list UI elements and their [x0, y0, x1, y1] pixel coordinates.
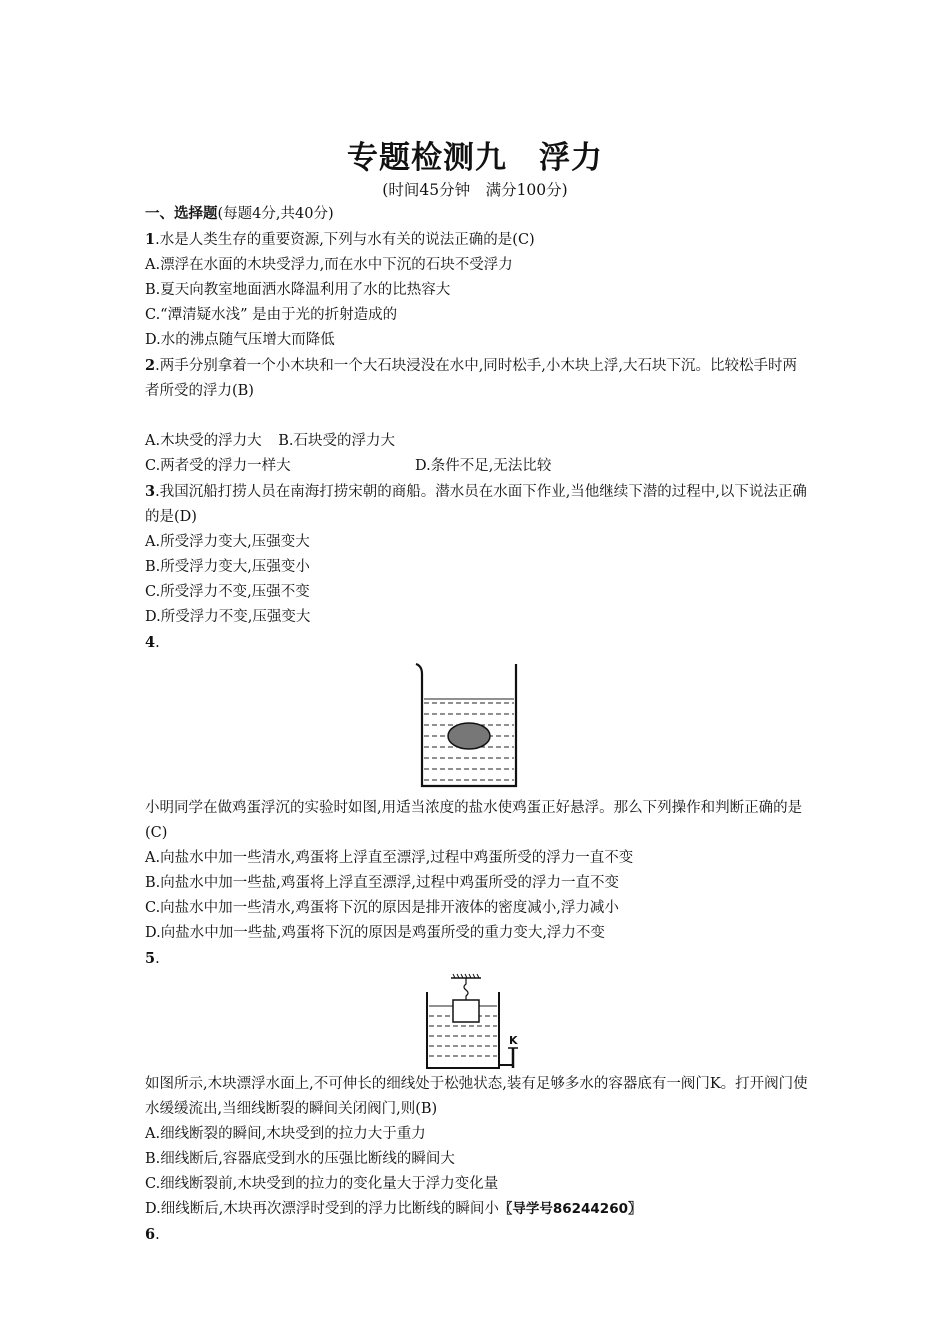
- options-cd: [145, 454, 810, 479]
- question-6-number-line: 6.: [145, 1226, 160, 1243]
- option-d: D.所受浮力不变,压强变大: [145, 609, 311, 625]
- option-b: B.细线断后,容器底受到水的压强比断线的瞬间大: [145, 1151, 455, 1167]
- option-a: A.细线断裂的瞬间,木块受到的拉力大于重力: [145, 1126, 426, 1142]
- option-b: B.夏天向教室地面洒水降温利用了水的比热容大: [145, 282, 451, 298]
- option-a: A.向盐水中加一些清水,鸡蛋将上浮直至漂浮,过程中鸡蛋所受的浮力一直不变: [145, 850, 634, 866]
- option-c: C.两者受的浮力一样大: [145, 458, 291, 474]
- reference-number: 〖导学号86244260〗: [498, 1201, 642, 1217]
- question-text: .两手分别拿着一个小木块和一个大石块浸没在水中,同时松手,小木块上浮,大石块下沉。比较松手时两者所受的浮力(B): [145, 358, 798, 399]
- question-4-number-line: 4.: [145, 634, 160, 651]
- option-d: D.条件不足,无法比较: [415, 458, 552, 474]
- page-subtitle: (时间45分钟 满分100分): [382, 181, 568, 199]
- option-c: C.向盐水中加一些清水,鸡蛋将下沉的原因是排开液体的密度减小,浮力减小: [145, 900, 619, 916]
- option-d: D.水的沸点随气压增大而降低: [145, 332, 335, 348]
- question-number: 1: [145, 231, 156, 248]
- option-c: C.细线断裂前,木块受到的拉力的变化量大于浮力变化量: [145, 1176, 499, 1192]
- section-label: 一、选择题: [145, 206, 218, 222]
- option-c: C.“潭清疑水浅” 是由于光的折射造成的: [145, 307, 398, 323]
- question-text: .水是人类生存的重要资源,下列与水有关的说法正确的是(C): [155, 232, 535, 248]
- question-5-number-line: 5.: [145, 950, 160, 967]
- container-diagram: [423, 972, 533, 1072]
- question-number: 5: [145, 950, 156, 967]
- question-2-stem: [145, 353, 810, 404]
- section-heading: [145, 202, 810, 227]
- egg: [448, 723, 490, 749]
- option-b: B.向盐水中加一些盐,鸡蛋将上浮直至漂浮,过程中鸡蛋所受的浮力一直不变: [145, 875, 619, 891]
- content: [145, 202, 846, 1248]
- section-note: (每题4分,共40分): [217, 206, 334, 222]
- option-a: A.漂浮在水面的木块受浮力,而在水中下沉的石块不受浮力: [145, 257, 513, 273]
- question-number: 2: [145, 357, 156, 374]
- beaker-diagram: [408, 656, 528, 796]
- question-5-stem: 如图所示,木块漂浮水面上,不可伸长的细线处于松弛状态,装有足够多水的容器底有一阀门K。打开阀门使水缓缓流出,当细线断裂的瞬间关闭阀门,则(B): [145, 1076, 808, 1117]
- option-d: D.细线断后,木块再次漂浮时受到的浮力比断线的瞬间小: [145, 1201, 499, 1217]
- option-d-line: [145, 1197, 810, 1222]
- question-1-stem: [145, 227, 810, 253]
- option-a: A.木块受的浮力大: [145, 433, 262, 449]
- page-title: 专题检测九 浮力: [347, 140, 603, 176]
- question-4-stem: 小明同学在做鸡蛋浮沉的实验时如图,用适当浓度的盐水使鸡蛋正好悬浮。那么下列操作和判断正确的是 (C): [145, 800, 846, 841]
- wood-block: [453, 1000, 479, 1022]
- valve-label: K: [508, 1034, 518, 1047]
- question-number: 4: [145, 634, 156, 651]
- container-valve-figure: [145, 972, 810, 1072]
- option-a: A.所受浮力变大,压强变大: [145, 534, 310, 550]
- options-ab: [145, 429, 810, 454]
- question-number: 6: [145, 1226, 156, 1243]
- question-number: 3: [145, 483, 156, 500]
- question-3-stem: [145, 479, 810, 530]
- option-c: C.所受浮力不变,压强不变: [145, 584, 310, 600]
- option-b: B.所受浮力变大,压强变小: [145, 559, 310, 575]
- question-text: .我国沉船打捞人员在南海打捞宋朝的商船。潜水员在水面下作业,当他继续下潜的过程中,以下说法正确的是(D): [145, 484, 807, 525]
- option-d: D.向盐水中加一些盐,鸡蛋将下沉的原因是鸡蛋所受的重力变大,浮力不变: [145, 925, 605, 941]
- option-b: B.石块受的浮力大: [278, 433, 395, 449]
- beaker-egg-figure: [125, 656, 810, 796]
